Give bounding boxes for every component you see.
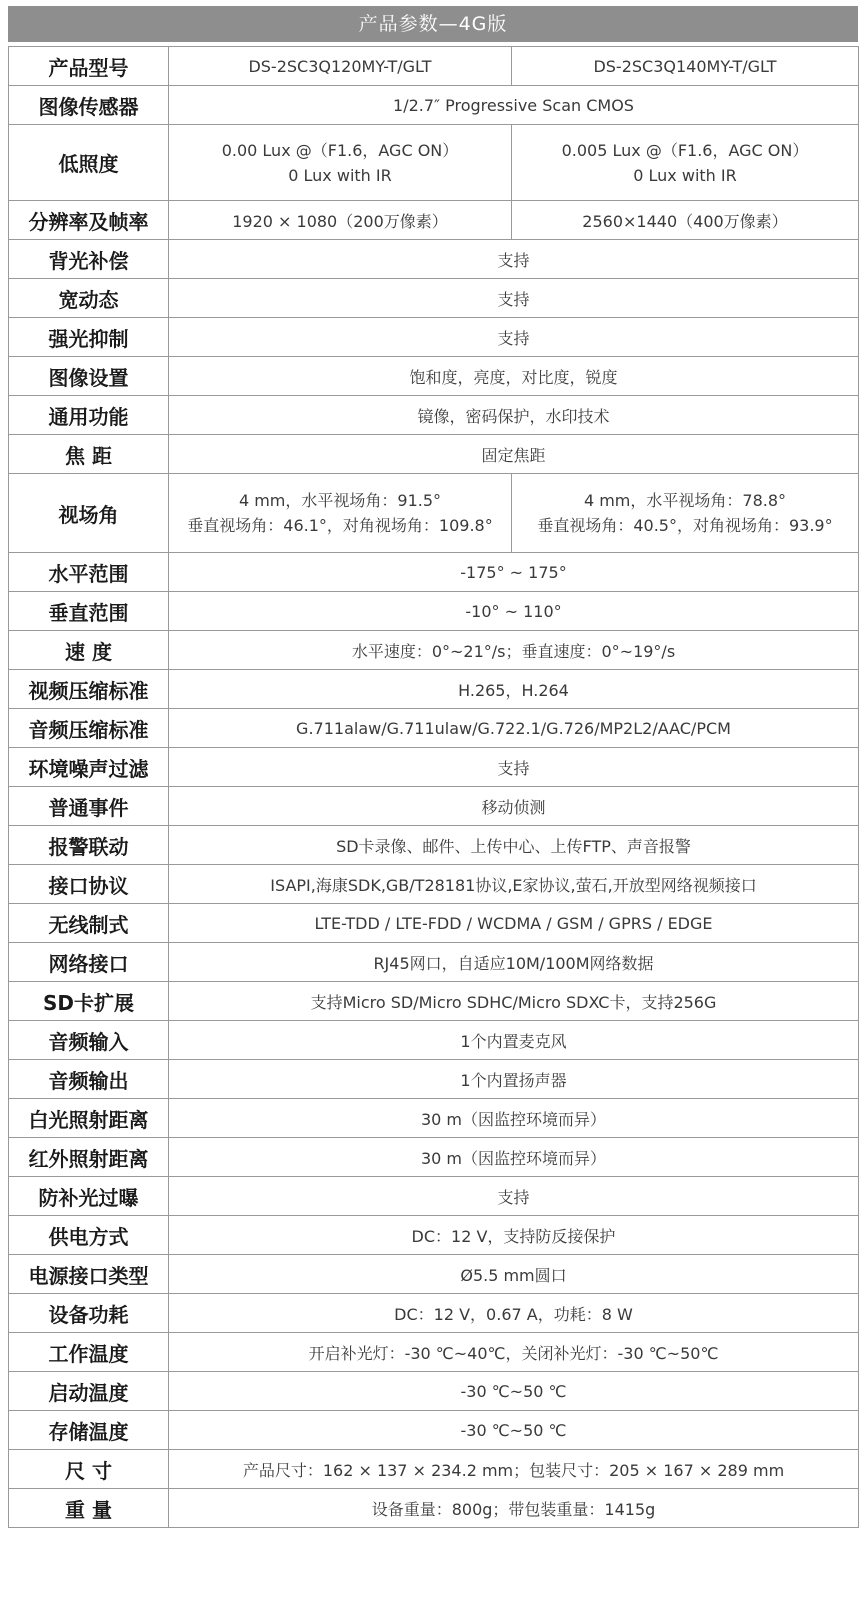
row-label: 焦 距 <box>9 435 169 474</box>
table-row <box>9 125 859 201</box>
row-label: 重 量 <box>9 1489 169 1528</box>
row-label: 音频压缩标准 <box>9 709 169 748</box>
row-value <box>512 474 859 553</box>
table-row <box>9 631 859 670</box>
table-row <box>9 1411 859 1450</box>
table-row <box>9 1177 859 1216</box>
table-row <box>9 357 859 396</box>
row-value: 支持 <box>169 279 859 318</box>
row-value: 支持 <box>169 318 859 357</box>
table-row <box>9 1216 859 1255</box>
row-value: G.711alaw/G.711ulaw/G.722.1/G.726/MP2L2/AAC/PCM <box>169 709 859 748</box>
row-value: 支持Micro SD/Micro SDHC/Micro SDXC卡，支持256G <box>169 982 859 1021</box>
table-row <box>9 396 859 435</box>
row-value: 设备重量：800g；带包装重量：1415g <box>169 1489 859 1528</box>
row-value: 1/2.7″ Progressive Scan CMOS <box>169 86 859 125</box>
table-row <box>9 1372 859 1411</box>
table-row <box>9 904 859 943</box>
row-value: DC：12 V，0.67 A，功耗：8 W <box>169 1294 859 1333</box>
row-value: 产品尺寸：162 × 137 × 234.2 mm；包装尺寸：205 × 167 × 289 mm <box>169 1450 859 1489</box>
table-row <box>9 670 859 709</box>
table-row <box>9 553 859 592</box>
row-value: -30 ℃~50 ℃ <box>169 1411 859 1450</box>
row-label: 音频输出 <box>9 1060 169 1099</box>
row-label: 产品型号 <box>9 47 169 86</box>
row-value-line: 0.005 Lux @（F1.6，AGC ON） <box>561 140 809 160</box>
table-row <box>9 318 859 357</box>
row-value: DC：12 V，支持防反接保护 <box>169 1216 859 1255</box>
row-value: 支持 <box>169 748 859 787</box>
row-value: LTE-TDD / LTE-FDD / WCDMA / GSM / GPRS / EDGE <box>169 904 859 943</box>
row-label: 供电方式 <box>9 1216 169 1255</box>
table-row <box>9 1138 859 1177</box>
row-value: -175° ~ 175° <box>169 553 859 592</box>
row-label: 启动温度 <box>9 1372 169 1411</box>
table-row <box>9 201 859 240</box>
row-label: 强光抑制 <box>9 318 169 357</box>
row-value: Ø5.5 mm圆口 <box>169 1255 859 1294</box>
table-row <box>9 1450 859 1489</box>
row-label: 低照度 <box>9 125 169 201</box>
row-value: 开启补光灯：-30 ℃~40℃，关闭补光灯：-30 ℃~50℃ <box>169 1333 859 1372</box>
table-row <box>9 1060 859 1099</box>
row-value: 1个内置麦克风 <box>169 1021 859 1060</box>
row-value-line: 0 Lux with IR <box>288 165 392 185</box>
table-row <box>9 279 859 318</box>
row-value: ISAPI,海康SDK,GB/T28181协议,E家协议,萤石,开放型网络视频接口 <box>169 865 859 904</box>
table-row <box>9 474 859 553</box>
row-value-line: 垂直视场角：46.1°，对角视场角：109.8° <box>187 516 493 535</box>
row-label: 设备功耗 <box>9 1294 169 1333</box>
row-value: -10° ~ 110° <box>169 592 859 631</box>
row-value: DS-2SC3Q140MY-T/GLT <box>512 47 859 86</box>
row-label: 电源接口类型 <box>9 1255 169 1294</box>
row-label: 速 度 <box>9 631 169 670</box>
table-row <box>9 592 859 631</box>
table-row <box>9 826 859 865</box>
row-label: 无线制式 <box>9 904 169 943</box>
row-value: DS-2SC3Q120MY-T/GLT <box>169 47 512 86</box>
table-title: 产品参数—4G版 <box>8 6 858 42</box>
row-label: 环境噪声过滤 <box>9 748 169 787</box>
row-label: 图像传感器 <box>9 86 169 125</box>
table-row <box>9 865 859 904</box>
table-row <box>9 709 859 748</box>
row-value: 支持 <box>169 240 859 279</box>
table-row <box>9 1021 859 1060</box>
row-label: 防补光过曝 <box>9 1177 169 1216</box>
row-value: RJ45网口，自适应10M/100M网络数据 <box>169 943 859 982</box>
row-label: 红外照射距离 <box>9 1138 169 1177</box>
row-label: 尺 寸 <box>9 1450 169 1489</box>
row-value-line: 0.00 Lux @（F1.6，AGC ON） <box>221 140 459 160</box>
row-label: 报警联动 <box>9 826 169 865</box>
row-value: 1个内置扬声器 <box>169 1060 859 1099</box>
row-value-line: 4 mm，水平视场角：78.8° <box>583 491 787 510</box>
row-label: 图像设置 <box>9 357 169 396</box>
row-value <box>512 125 859 201</box>
row-label: 存储温度 <box>9 1411 169 1450</box>
row-label: 通用功能 <box>9 396 169 435</box>
row-value: 30 m（因监控环境而异） <box>169 1099 859 1138</box>
table-row <box>9 982 859 1021</box>
table-row <box>9 1255 859 1294</box>
spec-table <box>8 46 859 1528</box>
row-label: 水平范围 <box>9 553 169 592</box>
row-value: -30 ℃~50 ℃ <box>169 1372 859 1411</box>
row-label: 垂直范围 <box>9 592 169 631</box>
row-value <box>169 125 512 201</box>
row-value: 2560×1440（400万像素） <box>512 201 859 240</box>
row-label: 视频压缩标准 <box>9 670 169 709</box>
row-label: 视场角 <box>9 474 169 553</box>
row-value: 镜像，密码保护，水印技术 <box>169 396 859 435</box>
row-label: SD卡扩展 <box>9 982 169 1021</box>
table-row <box>9 47 859 86</box>
table-row <box>9 1333 859 1372</box>
row-value-line: 0 Lux with IR <box>633 165 737 185</box>
table-row <box>9 1489 859 1528</box>
table-row <box>9 435 859 474</box>
table-row <box>9 787 859 826</box>
row-value: 固定焦距 <box>169 435 859 474</box>
row-value: 支持 <box>169 1177 859 1216</box>
row-value <box>169 474 512 553</box>
row-label: 网络接口 <box>9 943 169 982</box>
row-value: SD卡录像、邮件、上传中心、上传FTP、声音报警 <box>169 826 859 865</box>
row-label: 宽动态 <box>9 279 169 318</box>
row-label: 白光照射距离 <box>9 1099 169 1138</box>
row-value: 饱和度，亮度，对比度，锐度 <box>169 357 859 396</box>
spec-sheet <box>8 6 858 1528</box>
table-row <box>9 1294 859 1333</box>
row-label: 音频输入 <box>9 1021 169 1060</box>
row-value: H.265，H.264 <box>169 670 859 709</box>
row-value-line: 垂直视场角：40.5°，对角视场角：93.9° <box>537 516 833 535</box>
row-value: 移动侦测 <box>169 787 859 826</box>
row-label: 工作温度 <box>9 1333 169 1372</box>
row-label: 分辨率及帧率 <box>9 201 169 240</box>
table-row <box>9 748 859 787</box>
row-value: 水平速度：0°~21°/s；垂直速度：0°~19°/s <box>169 631 859 670</box>
table-row <box>9 943 859 982</box>
row-value: 30 m（因监控环境而异） <box>169 1138 859 1177</box>
row-value-line: 4 mm，水平视场角：91.5° <box>238 491 442 510</box>
row-label: 接口协议 <box>9 865 169 904</box>
table-row <box>9 1099 859 1138</box>
table-row <box>9 86 859 125</box>
row-label: 背光补偿 <box>9 240 169 279</box>
row-label: 普通事件 <box>9 787 169 826</box>
table-row <box>9 240 859 279</box>
row-value: 1920 × 1080（200万像素） <box>169 201 512 240</box>
